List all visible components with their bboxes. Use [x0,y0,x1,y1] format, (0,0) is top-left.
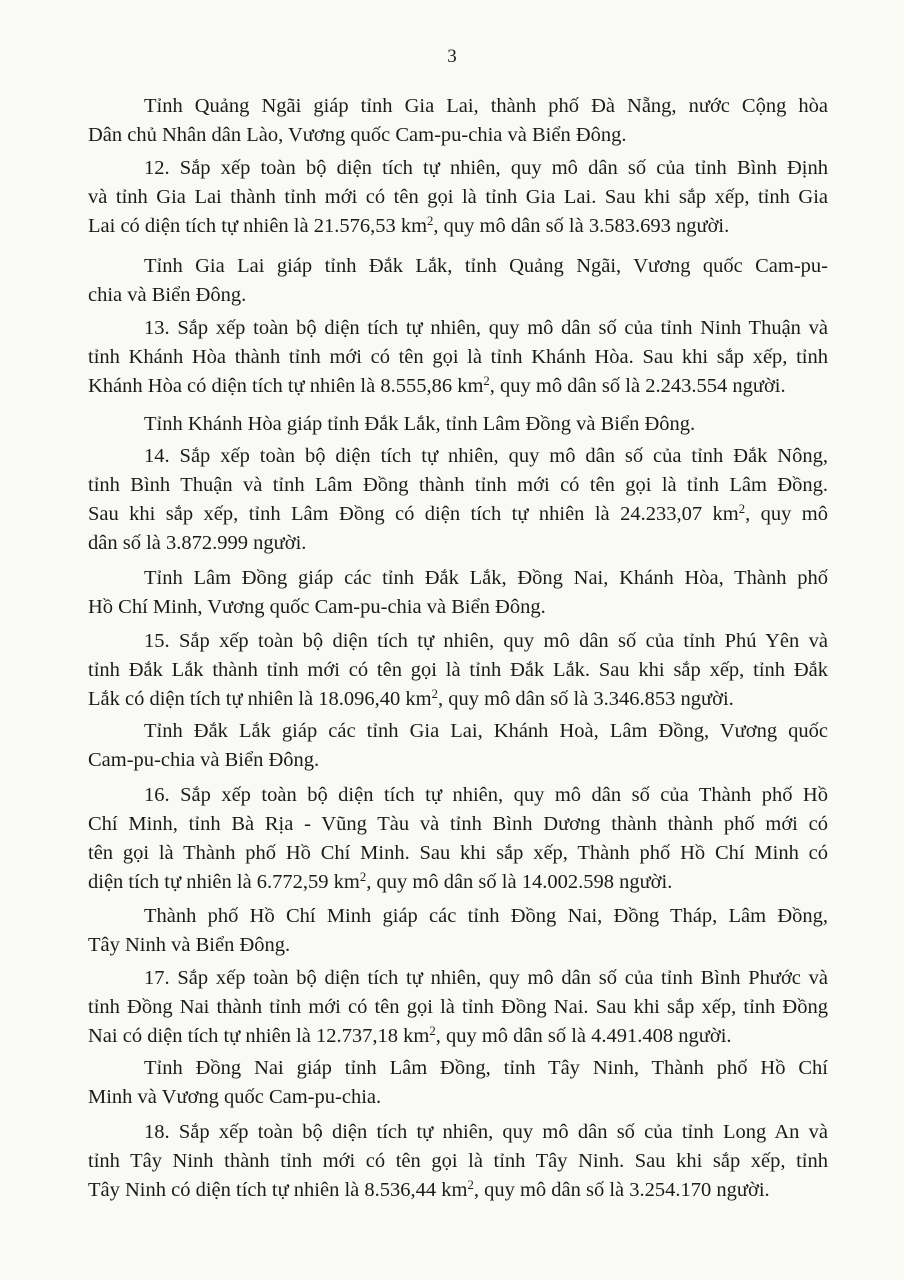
paragraph-line: Nai có diện tích tự nhiên là 12.737,18 $km^2$, quy mô dân số là 4.491.408 người. [88,1024,732,1047]
paragraph [88,717,828,775]
paragraph-line: Tỉnh Đắk Lắk giáp các tỉnh Gia Lai, Khánh Hoà, Lâm Đồng, Vương quốc [144,720,828,742]
paragraph [88,314,828,401]
paragraph-line: Tỉnh Quảng Ngãi giáp tỉnh Gia Lai, thành phố Đà Nẵng, nước Cộng hòa [144,95,828,117]
paragraph-line: Tỉnh Gia Lai giáp tỉnh Đắk Lắk, tỉnh Quảng Ngãi, Vương quốc Cam-pu- [144,255,828,277]
paragraph-line: tỉnh Đồng Nai thành tỉnh mới có tên gọi là tỉnh Đồng Nai. Sau khi sắp xếp, tỉnh Đồng [88,996,828,1018]
superscript-exponent: 2 [467,1178,474,1193]
paragraph-line: Minh và Vương quốc Cam-pu-chia. [88,1086,382,1108]
paragraph-line: Sau khi sắp xếp, tỉnh Lâm Đồng có diện tích tự nhiên là 24.233,07 $km^2$, quy mô [88,502,829,525]
paragraph-line: diện tích tự nhiên là 6.772,59 $km^2$, quy mô dân số là 14.002.598 người. [88,870,673,893]
paragraph-line: 12. Sắp xếp toàn bộ diện tích tự nhiên, quy mô dân số của tỉnh Bình Định [144,157,828,179]
paragraph-line: Cam-pu-chia và Biển Đông. [88,749,320,771]
superscript-exponent: 2 [429,1024,436,1039]
paragraph [88,964,828,1051]
paragraph [88,627,828,714]
paragraph-line: Tây Ninh và Biển Đông. [88,934,291,956]
paragraph-line: Lắk có diện tích tự nhiên là 18.096,40 $km^2$, quy mô dân số là 3.346.853 người. [88,687,734,710]
paragraph-line: Chí Minh, tỉnh Bà Rịa - Vũng Tàu và tỉnh Bình Dương thành thành phố mới có [88,813,828,835]
paragraph-line: 18. Sắp xếp toàn bộ diện tích tự nhiên, quy mô dân số của tỉnh Long An và [144,1121,828,1143]
paragraph [88,252,828,310]
paragraph [88,1054,828,1112]
paragraph-line: và tỉnh Gia Lai thành tỉnh mới có tên gọi là tỉnh Gia Lai. Sau khi sắp xếp, tỉnh Gia [88,186,828,208]
paragraph-line: tên gọi là Thành phố Hồ Chí Minh. Sau khi sắp xếp, Thành phố Hồ Chí Minh có [88,842,828,864]
superscript-exponent: 2 [427,214,434,229]
superscript-exponent: 2 [359,870,367,885]
paragraph-line: Lai có diện tích tự nhiên là 21.576,53 $km^2$, quy mô dân số là 3.583.693 người. [88,214,730,237]
paragraph-line: Thành phố Hồ Chí Minh giáp các tỉnh Đồng Nai, Đồng Tháp, Lâm Đồng, [144,905,828,927]
superscript-exponent: 2 [738,502,746,517]
paragraph-line: Tỉnh Khánh Hòa giáp tỉnh Đắk Lắk, tỉnh Lâm Đồng và Biển Đông. [144,413,696,435]
paragraph-line: tỉnh Bình Thuận và tỉnh Lâm Đồng thành tỉnh mới có tên gọi là tỉnh Lâm Đồng. [88,474,828,496]
paragraph-line: tỉnh Tây Ninh thành tỉnh mới có tên gọi là tỉnh Tây Ninh. Sau khi sắp xếp, tỉnh [88,1150,828,1172]
paragraph [88,410,828,439]
paragraph-line: 13. Sắp xếp toàn bộ diện tích tự nhiên, quy mô dân số của tỉnh Ninh Thuận và [144,317,828,339]
paragraph-line: tỉnh Khánh Hòa thành tỉnh mới có tên gọi là tỉnh Khánh Hòa. Sau khi sắp xếp, tỉnh [88,346,828,368]
paragraph-line: 14. Sắp xếp toàn bộ diện tích tự nhiên, quy mô dân số của tỉnh Đắk Nông, [144,445,828,467]
paragraph-line: Hồ Chí Minh, Vương quốc Cam-pu-chia và Biển Đông. [88,596,546,618]
paragraph [88,154,828,241]
paragraph [88,92,828,150]
paragraph-line: chia và Biển Đông. [88,284,247,306]
paragraph-line: 16. Sắp xếp toàn bộ diện tích tự nhiên, quy mô dân số của Thành phố Hồ [144,784,828,806]
paragraph-line: Tây Ninh có diện tích tự nhiên là 8.536,44 $km^2$, quy mô dân số là 3.254.170 người. [88,1178,770,1201]
page-number: 3 [447,46,457,67]
paragraph [88,781,828,897]
paragraph-line: 17. Sắp xếp toàn bộ diện tích tự nhiên, quy mô dân số của tỉnh Bình Phước và [144,967,828,989]
paragraph-line: Khánh Hòa có diện tích tự nhiên là 8.555,86 $km^2$, quy mô dân số là 2.243.554 người. [88,374,786,397]
paragraph-line: Tỉnh Lâm Đồng giáp các tỉnh Đắk Lắk, Đồng Nai, Khánh Hòa, Thành phố [144,567,828,589]
superscript-exponent: 2 [483,374,490,389]
paragraph-line: 15. Sắp xếp toàn bộ diện tích tự nhiên, quy mô dân số của tỉnh Phú Yên và [144,630,828,652]
paragraph [88,1118,828,1205]
paragraph [88,564,828,622]
paragraph [88,902,828,960]
paragraph-line: dân số là 3.872.999 người. [88,532,307,554]
paragraph [88,442,828,558]
superscript-exponent: 2 [431,687,438,702]
paragraph-line: tỉnh Đắk Lắk thành tỉnh mới có tên gọi là tỉnh Đắk Lắk. Sau khi sắp xếp, tỉnh Đắk [88,659,828,681]
paragraph-line: Tỉnh Đồng Nai giáp tỉnh Lâm Đồng, tỉnh Tây Ninh, Thành phố Hồ Chí [144,1057,828,1079]
paragraph-line: Dân chủ Nhân dân Lào, Vương quốc Cam-pu-chia và Biển Đông. [88,124,627,146]
